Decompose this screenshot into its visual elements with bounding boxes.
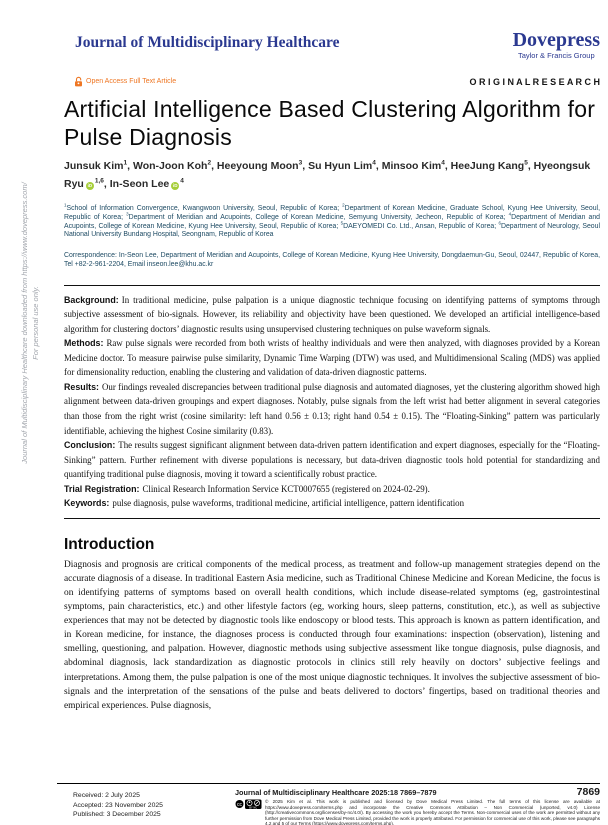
abstract-label: Results: — [64, 381, 100, 392]
license-row — [235, 799, 600, 825]
abstract-label: Keywords: — [64, 498, 110, 509]
abstract-label: Background: — [64, 294, 119, 305]
author-separator: , — [375, 160, 382, 172]
open-access-badge — [74, 76, 176, 87]
article-meta-row — [64, 76, 600, 87]
introduction-heading: Introduction — [64, 535, 155, 553]
open-access-icon — [74, 76, 83, 87]
affiliation-sup: 2 — [342, 202, 345, 208]
abstract-trial-registration — [64, 482, 600, 497]
footer-main — [235, 784, 600, 825]
author-sup: 1,6 — [94, 177, 104, 184]
abstract-label: Methods: — [64, 338, 104, 349]
introduction-paragraph: Diagnosis and prognosis are critical components of the medical process, as treatment and follow-up management strategies depend on the accurate diagnosis of a disease. In traditional Eastern Asia medicine, such as Traditional Chinese Medicine and Korean Medicine, the focus is on identifying patterns of symptoms based on overall health conditions, which include disease-related symptoms (eg, gastrointestinal symptoms, pain characteristics, etc.) and other lifestyle factors (eg, working hours, sleep patterns, constitution, etc.), as well as subjective experiences that may not be detected by diagnostic tools like endoscopy or blood tests. This approach is known as pattern identification, and in Korean medicine, for instance, the diagnoses process is conducted through four examinations: inspection (observation), listening and smelling, questioning, and palpation. However, diagnostic methods using subjective assessment like tongue diagnosis, pulse diagnosis, and abdominal diagnosis, lack standardization as diagnostic protocols in clinics still rely heavily on doctors’ subjective feelings and interpretations. Among them, the pulse palpation is one of the most unique diagnostic techniques. It involves the subjective assessment of bio-signals and the interpretation of the sensations of the pulse and beats delivered to doctors’ fingertips, based on traditional theories and empirical experiences. Pulse diagnosis, — [64, 559, 600, 711]
page-number: 7869 — [576, 786, 600, 798]
author — [308, 160, 382, 172]
abstract-text: pulse diagnosis, pulse waveforms, traditional medicine, artificial intelligence, pattern identification — [112, 498, 465, 509]
abstract-conclusion — [64, 438, 600, 482]
author — [64, 160, 133, 172]
article-title: Artificial Intelligence Based Clustering Algorithm for Pulse Diagnosis — [64, 96, 596, 150]
abstract-background — [64, 293, 600, 337]
affiliation-text: Department of Meridian and Acupoints, College of Korean Medicine, Kyung Hee University, Seoul, Republic of Korea; — [64, 213, 601, 230]
author-sup: 4 — [372, 159, 376, 167]
author-name: Minsoo Kim — [381, 160, 442, 172]
abstract-bottom-rule — [64, 518, 600, 519]
correspondence: Correspondence: In-Seon Lee, Department of Meridian and Acupoints, College of Korean Medicine, Kyung Hee University, Dongdaemun-Gu, Seoul, 02447, Republic of Korea, Tel +82-2-961-2204, Email inseon.lee@khu.ac.kr — [64, 252, 600, 269]
author — [217, 160, 308, 172]
abstract-text: Our findings revealed discrepancies between traditional pulse diagnosis and automated diagnoses, yet the clustering algorithm showed high alignment between data-driven groupings and expert diagnoses. Notably, pulse signals from the left wrist had better alignment in several categories than those from the right wrist (cosine similarity: left hand 0.56 ± 0.13; right hand 0.54 ± 0.15). The “Floating-Sinking” pattern was particularly identifiable, achieving the highest Cosine similarity (0.83). — [64, 381, 600, 436]
author — [110, 178, 184, 190]
affiliation-sup: 1 — [64, 202, 67, 208]
taylor-francis-label: Taylor & Francis Group — [517, 51, 595, 60]
author-separator: , — [527, 160, 534, 172]
author-separator: , — [444, 160, 451, 172]
author-name: Su Hyun Lim — [308, 160, 373, 172]
cc-by-nc-badge-icon — [235, 799, 262, 810]
page-header — [64, 30, 600, 60]
abstract-top-rule — [64, 285, 600, 286]
author-sup: 4 — [441, 159, 445, 167]
author — [133, 160, 217, 172]
sidebar-line2: For personal use only. — [30, 286, 40, 360]
affiliation-text: Department of Neurology, Seoul National University Bundang Hospital, Seongnam, Republic of Korea — [64, 222, 601, 239]
author-name: Heeyoung Moon — [216, 160, 299, 172]
received-date: Received: 2 July 2025 — [73, 792, 140, 799]
abstract-methods — [64, 336, 600, 380]
affiliations — [64, 202, 601, 240]
author-sup: 1 — [123, 159, 128, 167]
abstract-label: Trial Registration: — [64, 483, 140, 494]
svg-text:cc: cc — [237, 801, 242, 808]
author-name: Junsuk Kim — [64, 160, 124, 172]
abstract-text: Clinical Research Information Service KCT0007655 (registered on 2024-02-29). — [142, 483, 430, 494]
footer-journal-citation: Journal of Multidisciplinary Healthcare 2025:18 7869–7879 — [235, 788, 437, 797]
abstract-label: Conclusion: — [64, 440, 116, 451]
svg-text:BY NC: BY NC — [249, 806, 258, 810]
article-type-label: O R I G I N A L R E S E A R C H — [469, 76, 600, 87]
abstract-text: Raw pulse signals were recorded from both wrists of healthy individuals and were then analyzed, with diagnoses provided by a Korean Medicine doctor. To measure pairwise pulse similarity, Dynamic Time Warping (DTW) was used, and Multidimensional Scaling (MDS) was applied for dimensionality reduction, enabling the clustering and validation of data-driven diagnostic patterns. — [64, 338, 600, 378]
open-access-label: Open Access Full Text Article — [86, 78, 177, 85]
sidebar-line1: Journal of Multidisciplinary Healthcare downloaded from https://www.dovepress.com/ — [20, 182, 29, 464]
abstract-text: The results suggest significant alignment between data-driven pattern identification and expert diagnoses, especially for the “Floating-Sinking” pattern. Further refinement with diverse populations is necessary, but data-driven diagnostic tools hold potential for standardizing and quantifying traditional pulse diagnosis, moving it toward a scientifically robust practice. — [64, 440, 600, 480]
author-name: Won-Joon Koh — [132, 160, 208, 172]
author-separator: , — [211, 160, 217, 172]
author — [451, 160, 534, 172]
abstract — [64, 293, 600, 511]
affiliation-sup: 5 — [340, 220, 344, 226]
affiliation-sup: 4 — [508, 211, 512, 217]
affiliation-sup: 3 — [126, 211, 129, 217]
abstract-text: In traditional medicine, pulse palpation is a unique diagnostic technique focusing on identifying patterns of symptoms through subjective assessment of bio-signals. However, its reliability and objectivity have been questioned. We developed an artificial intelligence-based algorithm for clustering doctors’ diagnostic results using unsupervised clustering techniques on pulse waveform signals. — [64, 294, 600, 334]
sidebar-download-notice — [20, 118, 44, 528]
article-dates — [57, 784, 235, 825]
affiliation-text: DAEYOMEDI Co. Ltd., Ansan, Republic of Korea; — [343, 222, 499, 230]
author-list — [64, 158, 600, 193]
footer-citation-row — [235, 786, 600, 798]
published-date: Published: 3 December 2025 — [73, 811, 161, 819]
dovepress-logo: Dovepress — [512, 29, 600, 51]
author-separator: , — [103, 177, 110, 190]
author-sup: 3 — [298, 159, 303, 167]
author-sup: 5 — [524, 159, 528, 167]
abstract-keywords — [64, 496, 600, 511]
author-name: In-Seon Lee — [109, 177, 170, 190]
accepted-date: Accepted: 23 November 2025 — [73, 801, 163, 809]
affiliation-text: School of Information Convergence, Kwangwoon University, Seoul, Republic of Korea; — [66, 205, 343, 212]
affiliation-text: Department of Korean Medicine, Graduate School, Kyung Hee University, Seoul, Republic of Korea; — [64, 205, 600, 221]
author-name: HeeJung Kang — [450, 160, 525, 172]
author — [382, 160, 451, 172]
affiliation-sup: 6 — [498, 220, 501, 226]
author-name: Hyeongsuk Ryu — [64, 160, 591, 190]
footer — [57, 783, 600, 825]
abstract-results — [64, 380, 600, 438]
orcid-icon — [86, 182, 94, 190]
author-separator: , — [302, 160, 309, 172]
license-text: © 2025 Kim et al. This work is published and licensed by Dove Medical Press Limited. The full terms of this license are available at https://www.dovepress.com/terms.php and incorporate the Creative Commons Attribution – Non Commercial (unported, v4.0) License (http://creativecommons.org/licenses/by-nc/4.0/). By accessing the work you hereby accept the Terms. Non-commercial uses of the work are permitted without any further permission from Dove Medical Press Limited, provided the work is properly attributed. For permission for commercial use of this work, please see paragraphs 4.2 and 5 of our Terms (https://www.dovepress.com/terms.php). — [265, 799, 600, 825]
author-sup: 2 — [207, 159, 212, 167]
page-content — [64, 0, 600, 713]
publisher-logo — [513, 30, 600, 60]
author-sup: 4 — [180, 177, 184, 184]
orcid-icon — [171, 182, 179, 190]
journal-name: Journal of Multidisciplinary Healthcare — [75, 34, 340, 51]
affiliation-text: Department of Meridian and Acupoints, College of Korean Medicine, Semyung University, Jecheon, Republic of Korea; — [128, 213, 509, 221]
author-separator: , — [127, 160, 133, 172]
